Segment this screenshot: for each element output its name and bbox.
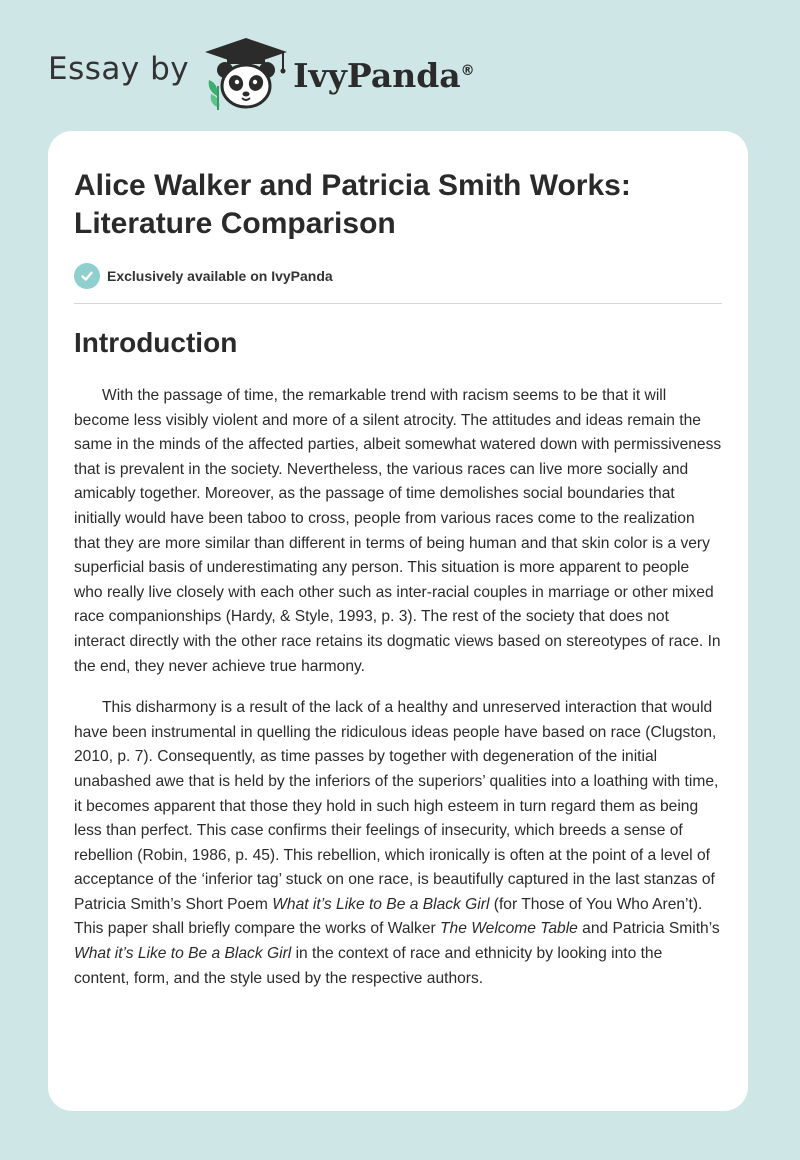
- text-run: in the context of race and ethnicity by looking into the content, form, and the style used by the respective authors.: [74, 945, 663, 987]
- work-title: What it’s Like to Be a Black Girl: [74, 945, 292, 963]
- brand-logo[interactable]: [48, 36, 475, 110]
- text-run: With the passage of time, the remarkable trend with racism seems to be that it will become less visibly violent and more of a silent atrocity. The attitudes and ideas remain the same in the minds of the affected parties, albeit somewhat watered down with permissiveness that is prevalent in the society. Nevertheless, the various races can live more socially and amicably together. Moreover, as the passage of time demolishes social boundaries that initially would have been taboo to cross, people from various races come to the realization that they are more similar than different in terms of being human and that skin color is a very superficial basis of underestimating any person. This situation is more apparent to people who really live closely with each other such as inter-racial couples in marriage or other mixed race companionships (Hardy, & Style, 1993, p. 3). The rest of the society that does not interact directly with the other race retains its dogmatic views based on stereotypes of race. In the end, they never achieve true harmony.: [74, 387, 722, 675]
- paragraph: [74, 384, 722, 679]
- brand-name: IvyPanda®: [293, 55, 475, 95]
- text-run: (for Those of You Who Aren’t). This paper shall briefly compare the works of Walker: [74, 895, 703, 938]
- text-run: This disharmony is a result of the lack of a healthy and unreserved interaction that would have been instrumental in quelling the ridiculous ideas people have based on race (Clugston, 2010, p. 7). Consequently, as time passes by together with degeneration of the initial unabashed awe that is held by the inferiors of the superiors’ qualities into a loathing with time, it becomes apparent that those they hold in such high esteem in turn regard them as being less than perfect. This case confirms their feelings of insecurity, which breeds a sense of rebellion (Robin, 1986, p. 45). This rebellion, which ironically is often at the point of a level of acceptance of the ‘inferior tag’ stuck on one race, is beautifully captured in the last stanzas of Patricia Smith’s Short Poem: [74, 699, 719, 913]
- article-title: Alice Walker and Patricia Smith Works: Literature Comparison: [74, 169, 631, 240]
- article-body: [74, 384, 722, 1008]
- work-title: The Welcome Table: [440, 920, 578, 938]
- divider: [74, 303, 722, 304]
- panda-graduate-icon: [203, 36, 289, 110]
- section-heading: Introduction: [74, 327, 238, 358]
- exclusive-badge: [74, 263, 333, 289]
- badge-text: Exclusively available on IvyPanda: [107, 268, 333, 284]
- check-icon: [74, 263, 100, 289]
- article-card: [48, 131, 748, 1111]
- paragraph: [74, 696, 722, 991]
- registered-mark: ®: [460, 62, 475, 79]
- work-title: What it’s Like to Be a Black Girl: [272, 895, 490, 913]
- brand-prefix: Essay by: [48, 51, 190, 87]
- text-run: and Patricia Smith’s: [577, 920, 720, 938]
